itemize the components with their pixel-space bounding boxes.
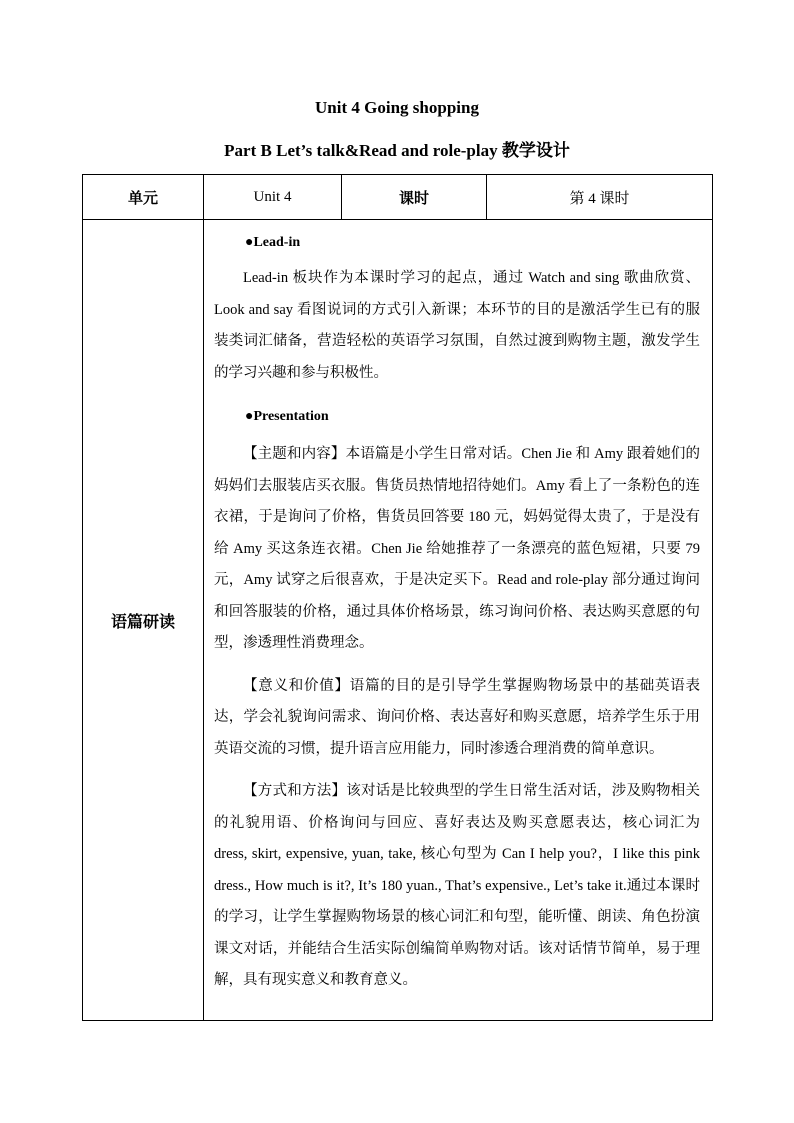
section-label-cell: 语篇研读 bbox=[83, 220, 204, 1021]
unit-value-cell: Unit 4 bbox=[204, 175, 342, 220]
lead-in-paragraph: Lead-in 板块作为本课时学习的起点，通过 Watch and sing 歌曲欣赏、Look and say 看图说词的方式引入新课；本环节的目的是激活学生已有的服装类词汇储备，营造轻松的英语学习氛围，自然过渡到购物主题，激发学生的学习兴趣和参与积极性。 bbox=[214, 270, 700, 381]
meaning-value-paragraph: 【意义和价值】语篇的目的是引导学生掌握购物场景中的基础英语表达，学会礼貌询问需求、询问价格、表达喜好和购买意愿，培养学生乐于用英语交流的习惯，提升语言应用能力，同时渗透合理消费的简单意识。 bbox=[214, 677, 700, 757]
lesson-label-cell: 课时 bbox=[342, 175, 487, 220]
table-header-row bbox=[83, 175, 713, 220]
method-paragraph: 【方式和方法】该对话是比较典型的学生日常生活对话，涉及购物相关的礼貌用语、价格询问与回应、喜好表达及购买意愿表达，核心词汇为 dress, skirt, expensive, yuan, take, 核心句型为 Can I help you?，I like this pink dress., How much is it?, It’s 180 yuan., That’s expensive., Let’s take it.通过本课时的学习，让学生掌握购物场景的核心词汇和句型，能听懂、朗读、角色扮演课文对话，并能结合生活实际创编简单购物对话。该对话情节简单，易于理解，具有现实意义和教育意义。 bbox=[214, 783, 700, 988]
lesson-value-cell: 第 4 课时 bbox=[487, 175, 713, 220]
theme-content-paragraph: 【主题和内容】本语篇是小学生日常对话。Chen Jie 和 Amy 跟着她们的妈妈们去服装店买衣服。售货员热情地招待她们。Amy 看上了一条粉色的连衣裙，于是询问了价格，售货员回答要 180 元，妈妈觉得太贵了，于是没有给 Amy 买这条连衣裙。Chen Jie 给她推荐了一条漂亮的蓝色短裙，只要 79 元，Amy 试穿之后很喜欢，于是决定买下。Read and role-play 部分通过询问和回答服装的价格，通过具体价格场景，练习询问价格、表达购买意愿的句型，渗透理性消费理念。 bbox=[214, 446, 700, 651]
section-content-cell bbox=[204, 220, 713, 1021]
presentation-heading: ●Presentation bbox=[245, 409, 329, 424]
section-content bbox=[214, 220, 700, 1020]
document-title: Unit 4 Going shopping bbox=[315, 98, 479, 117]
unit-label-cell: 单元 bbox=[83, 175, 204, 220]
document-subtitle: Part B Let’s talk&Read and role-play 教学设计 bbox=[224, 141, 570, 160]
lead-in-heading: ●Lead-in bbox=[245, 235, 301, 250]
lesson-design-table bbox=[82, 174, 713, 1021]
table-content-row bbox=[83, 220, 713, 1021]
